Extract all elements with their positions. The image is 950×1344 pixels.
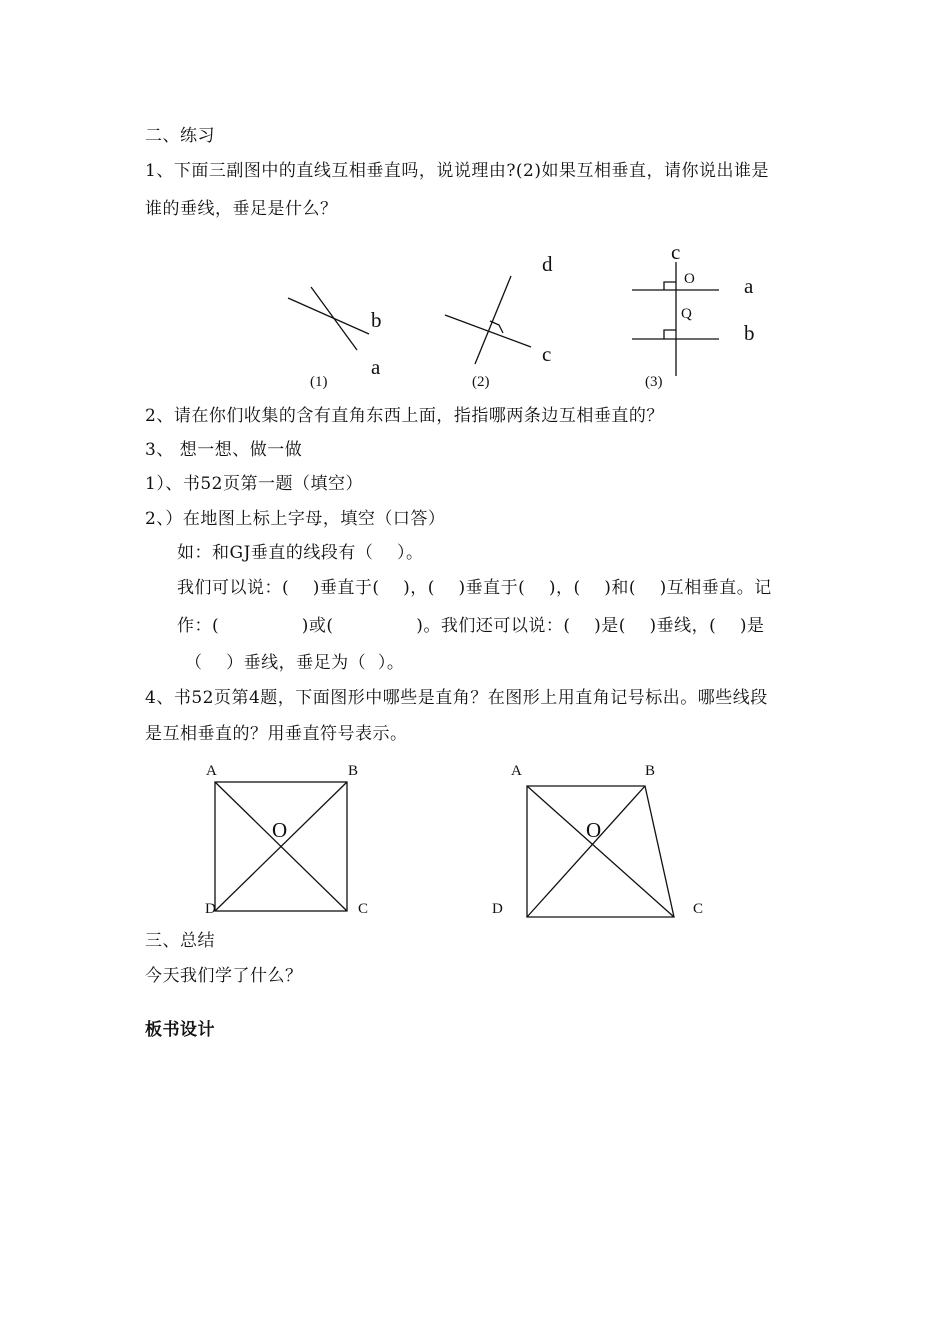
fig2-label-d: d xyxy=(542,252,553,276)
fig3-right-angle-mark-bottom xyxy=(664,330,676,339)
question-3-1: 1）、书52页第一题（填空） xyxy=(145,474,363,494)
fig3-label-o: O xyxy=(684,271,695,287)
fig1-line-a xyxy=(288,298,369,334)
fig3-label-b: b xyxy=(744,321,755,345)
fill-blank-line-3: （ ）垂线，垂足为（ ）。 xyxy=(185,653,405,673)
section2-title: 二、练习 xyxy=(145,126,215,146)
trapezoid-label-c: C xyxy=(693,901,704,917)
square-label-o: O xyxy=(272,818,288,842)
fig1-label-a: a xyxy=(371,355,381,379)
question-2: 2、请在你们收集的含有直角东西上面，指指哪两条边互相垂直的？ xyxy=(145,406,664,426)
question-4-line-1: 4、书52页第4题，下面图形中哪些是直角？在图形上用直角记号标出。哪些线段 xyxy=(145,688,768,708)
fig2-label-c: c xyxy=(542,342,552,366)
square-label-d: D xyxy=(205,901,216,917)
question-4-line-2: 是互相垂直的？用垂直符号表示。 xyxy=(145,724,408,744)
fig3-right-angle-mark-top xyxy=(664,282,676,290)
trapezoid-diagonal-ac xyxy=(527,786,674,917)
summary-question: 今天我们学了什么？ xyxy=(145,966,303,986)
square-label-b: B xyxy=(348,763,359,779)
question-1-line-2: 谁的垂线，垂足是什么？ xyxy=(145,199,338,219)
fig3-label-q: Q xyxy=(681,306,692,322)
fig1-label-b: b xyxy=(371,308,382,332)
trapezoid-diagonal-bd xyxy=(527,786,645,917)
section3-title: 三、总结 xyxy=(145,931,215,951)
question-3-2: 2、）在地图上标上字母，填空（口答） xyxy=(145,509,446,529)
fig1-caption: (1) xyxy=(310,374,328,390)
board-design-heading: 板书设计 xyxy=(145,1020,215,1040)
square-label-c: C xyxy=(358,901,369,917)
square-label-a: A xyxy=(206,763,217,779)
question-1-line-1: 1、下面三副图中的直线互相垂直吗，说说理由?(2)如果互相垂直，请你说出谁是 xyxy=(145,161,770,181)
fig3-label-c: c xyxy=(671,240,681,264)
trapezoid-label-o: O xyxy=(586,818,602,842)
question-3: 3、 想一想、做一做 xyxy=(145,440,303,460)
fill-blank-line-1: 我们可以说：( )垂直于( )，( )垂直于( )，( )和( )互相垂直。记 xyxy=(177,578,772,598)
fig2-caption: (2) xyxy=(472,374,490,390)
fig3-caption: (3) xyxy=(645,374,663,390)
trapezoid-label-d: D xyxy=(492,901,503,917)
question-3-2-example: 如：和GJ垂直的线段有（ ）。 xyxy=(177,543,424,563)
trapezoid-label-b: B xyxy=(645,763,656,779)
fig1-line-b xyxy=(311,287,357,350)
fill-blank-line-2: 作：( )或( )。我们还可以说：( )是( )垂线，( )是 xyxy=(177,616,765,636)
trapezoid-label-a: A xyxy=(511,763,522,779)
fig3-label-a: a xyxy=(744,274,754,298)
fig2-line-d xyxy=(475,276,511,364)
